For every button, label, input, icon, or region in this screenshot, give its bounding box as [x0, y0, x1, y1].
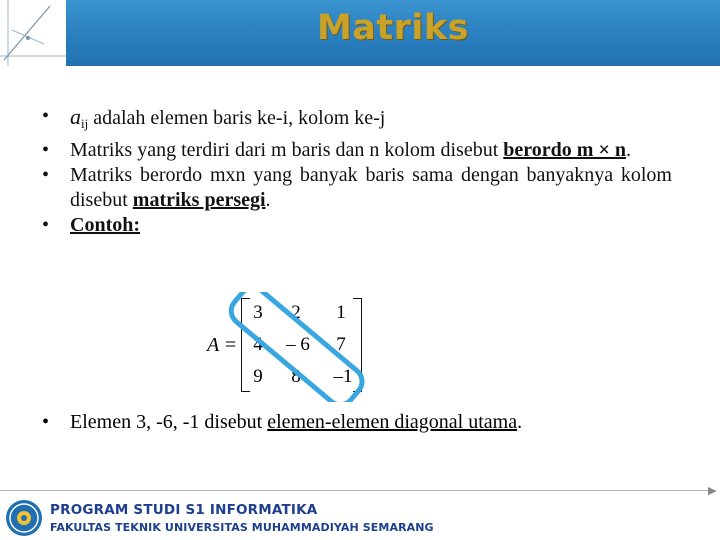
bullet-text: Elemen 3, -6, -1 disebut: [70, 411, 268, 433]
footer-faculty: FAKULTAS TEKNIK UNIVERSITAS MUHAMMADIYAH SEMARANG: [50, 521, 434, 534]
arrow-right-icon: ▶: [708, 484, 717, 497]
bullet-end: .: [265, 189, 271, 211]
page-title: Matriks: [316, 8, 470, 48]
matrix-cell: 1: [336, 302, 346, 323]
university-logo-icon: [4, 498, 44, 538]
footer-program: PROGRAM STUDI S1 INFORMATIKA: [50, 502, 318, 518]
matrix-cell: 7: [336, 334, 346, 355]
matrix-name: A: [207, 334, 220, 356]
bullet-marker: •: [42, 214, 50, 236]
matrix-cell: 9: [253, 366, 263, 387]
footer-divider: [0, 490, 716, 491]
header-bar: [0, 0, 720, 66]
matrix-cell: –1: [333, 366, 353, 387]
bullet-text: adalah elemen baris ke-i, kolom ke-j: [88, 107, 386, 129]
element-subscript: ij: [81, 116, 89, 131]
matrix-equals: =: [225, 334, 237, 356]
bullet-item: [42, 104, 672, 136]
term-matriks-persegi: matriks persegi: [132, 189, 266, 211]
diagonal-highlight: [226, 292, 376, 402]
matrix-cell: – 6: [286, 334, 310, 355]
bullet-end: .: [625, 139, 631, 161]
bullet-end: .: [517, 411, 523, 433]
bullet-item: [42, 163, 672, 213]
bullet-marker: •: [42, 139, 50, 161]
matrix-cell: 8: [291, 366, 301, 387]
matrix-cell: 2: [291, 302, 301, 323]
bullet-text: Matriks yang terdiri dari m baris dan n kolom disebut: [70, 139, 504, 161]
bullet-item: [42, 138, 672, 163]
example-label: Contoh:: [70, 214, 141, 236]
bullet-item: [42, 213, 672, 238]
geometry-decoration-icon: [0, 0, 66, 66]
bullet-text: Matriks berordo mxn yang banyak baris sama dengan banyaknya kolom disebut: [70, 164, 672, 211]
bullet-marker: •: [42, 164, 50, 186]
bullet-marker: •: [42, 411, 50, 433]
bullet-item: [42, 410, 672, 435]
bullet-list: [42, 104, 672, 238]
matrix-cell: 3: [253, 302, 263, 323]
element-symbol: a: [70, 104, 81, 129]
term-diagonal-utama: elemen-elemen diagonal utama: [267, 411, 518, 433]
bullet-marker: •: [42, 105, 50, 127]
term-berordo: berordo m × n: [503, 139, 626, 161]
matrix-cell: 4: [253, 334, 263, 355]
